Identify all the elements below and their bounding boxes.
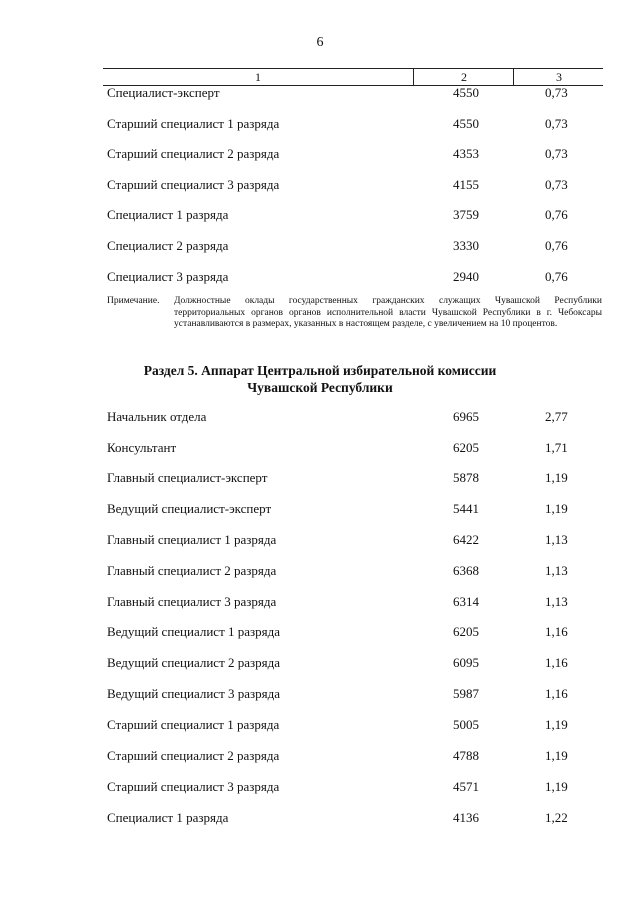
footnote-label: Примечание. — [107, 296, 160, 306]
position-name: Ведущий специалист 3 разряда — [107, 686, 281, 701]
position-name: Старший специалист 3 разряда — [107, 779, 280, 794]
footnote — [107, 296, 602, 331]
salary-value: 6368 — [453, 563, 479, 578]
coefficient-value: 1,19 — [545, 717, 568, 732]
position-name: Главный специалист 2 разряда — [107, 563, 277, 578]
position-name: Специалист 1 разряда — [107, 207, 229, 222]
position-name: Ведущий специалист-эксперт — [107, 501, 272, 516]
table-row — [0, 716, 640, 734]
table-row — [0, 408, 640, 426]
position-name: Ведущий специалист 2 разряда — [107, 655, 281, 670]
position-name: Специалист 1 разряда — [107, 810, 229, 825]
coefficient-value: 1,71 — [545, 440, 568, 455]
position-name: Главный специалист-эксперт — [107, 470, 268, 485]
coefficient-value: 1,22 — [545, 810, 568, 825]
table-header-col-1: 1 — [255, 70, 261, 84]
salary-value: 6965 — [453, 409, 479, 424]
coefficient-value: 1,19 — [545, 501, 568, 516]
table-row — [0, 237, 640, 255]
salary-value: 6205 — [453, 440, 479, 455]
salary-value: 4550 — [453, 85, 479, 100]
table-header-col-2: 2 — [413, 69, 514, 85]
salary-value: 6314 — [453, 594, 479, 609]
salary-value: 6422 — [453, 532, 479, 547]
footnote-text: Должностные оклады государственных гражданских служащих Чувашской Республики территориальных органов органов исполнительной власти Чувашской Республики в г. Чебоксары устанавливаются в размерах, указанных в настоящем разделе, с увеличением на 10 процентов. — [174, 296, 602, 329]
position-name: Главный специалист 1 разряда — [107, 532, 277, 547]
table-header-col-3: 3 — [513, 69, 604, 85]
position-name: Консультант — [107, 440, 177, 455]
table-row — [0, 654, 640, 672]
coefficient-value: 0,76 — [545, 238, 568, 253]
coefficient-value: 1,16 — [545, 686, 568, 701]
table-row — [0, 562, 640, 580]
section-title-line-2: Чувашской Республики — [247, 380, 393, 395]
position-name: Старший специалист 3 разряда — [107, 177, 280, 192]
page-number: 6 — [316, 35, 324, 50]
table-row — [0, 685, 640, 703]
salary-value: 4571 — [453, 779, 479, 794]
coefficient-value: 0,73 — [545, 116, 568, 131]
table-row — [0, 623, 640, 641]
table-row — [0, 593, 640, 611]
position-name: Старший специалист 1 разряда — [107, 717, 280, 732]
salary-value: 2940 — [453, 269, 479, 284]
salary-value: 5441 — [453, 501, 479, 516]
coefficient-value: 1,19 — [545, 779, 568, 794]
table-row — [0, 531, 640, 549]
position-name: Главный специалист 3 разряда — [107, 594, 277, 609]
salary-value: 4353 — [453, 146, 479, 161]
salary-value: 5878 — [453, 470, 479, 485]
table-row — [0, 145, 640, 163]
table-row — [0, 268, 640, 286]
coefficient-value: 1,16 — [545, 624, 568, 639]
coefficient-value: 0,76 — [545, 207, 568, 222]
salary-value: 6095 — [453, 655, 479, 670]
section-title — [0, 362, 640, 396]
coefficient-value: 0,73 — [545, 177, 568, 192]
table-row — [0, 84, 640, 102]
coefficient-value: 2,77 — [545, 409, 568, 424]
table-row — [0, 115, 640, 133]
salary-value: 3330 — [453, 238, 479, 253]
coefficient-value: 0,73 — [545, 146, 568, 161]
salary-value: 4550 — [453, 116, 479, 131]
coefficient-value: 1,13 — [545, 594, 568, 609]
position-name: Ведущий специалист 1 разряда — [107, 624, 281, 639]
salary-value: 3759 — [453, 207, 479, 222]
position-name: Старший специалист 2 разряда — [107, 146, 280, 161]
salary-value: 4136 — [453, 810, 479, 825]
table-row — [0, 469, 640, 487]
table-row — [0, 176, 640, 194]
table-row — [0, 778, 640, 796]
table-row — [0, 809, 640, 827]
position-name: Начальник отдела — [107, 409, 207, 424]
coefficient-value: 0,73 — [545, 85, 568, 100]
position-name: Специалист 2 разряда — [107, 238, 229, 253]
section-title-line-1: Раздел 5. Аппарат Центральной избирательной комиссии — [143, 363, 497, 378]
salary-value: 4788 — [453, 748, 479, 763]
position-name: Специалист 3 разряда — [107, 269, 229, 284]
table-row — [0, 747, 640, 765]
coefficient-value: 1,19 — [545, 748, 568, 763]
coefficient-value: 0,76 — [545, 269, 568, 284]
coefficient-value: 1,13 — [545, 532, 568, 547]
coefficient-value: 1,13 — [545, 563, 568, 578]
salary-value: 5005 — [453, 717, 479, 732]
coefficient-value: 1,16 — [545, 655, 568, 670]
table-row — [0, 500, 640, 518]
coefficient-value: 1,19 — [545, 470, 568, 485]
salary-value: 6205 — [453, 624, 479, 639]
position-name: Специалист-эксперт — [107, 85, 220, 100]
position-name: Старший специалист 2 разряда — [107, 748, 280, 763]
table-row — [0, 439, 640, 457]
table-row — [0, 206, 640, 224]
salary-value: 4155 — [453, 177, 479, 192]
position-name: Старший специалист 1 разряда — [107, 116, 280, 131]
salary-value: 5987 — [453, 686, 479, 701]
